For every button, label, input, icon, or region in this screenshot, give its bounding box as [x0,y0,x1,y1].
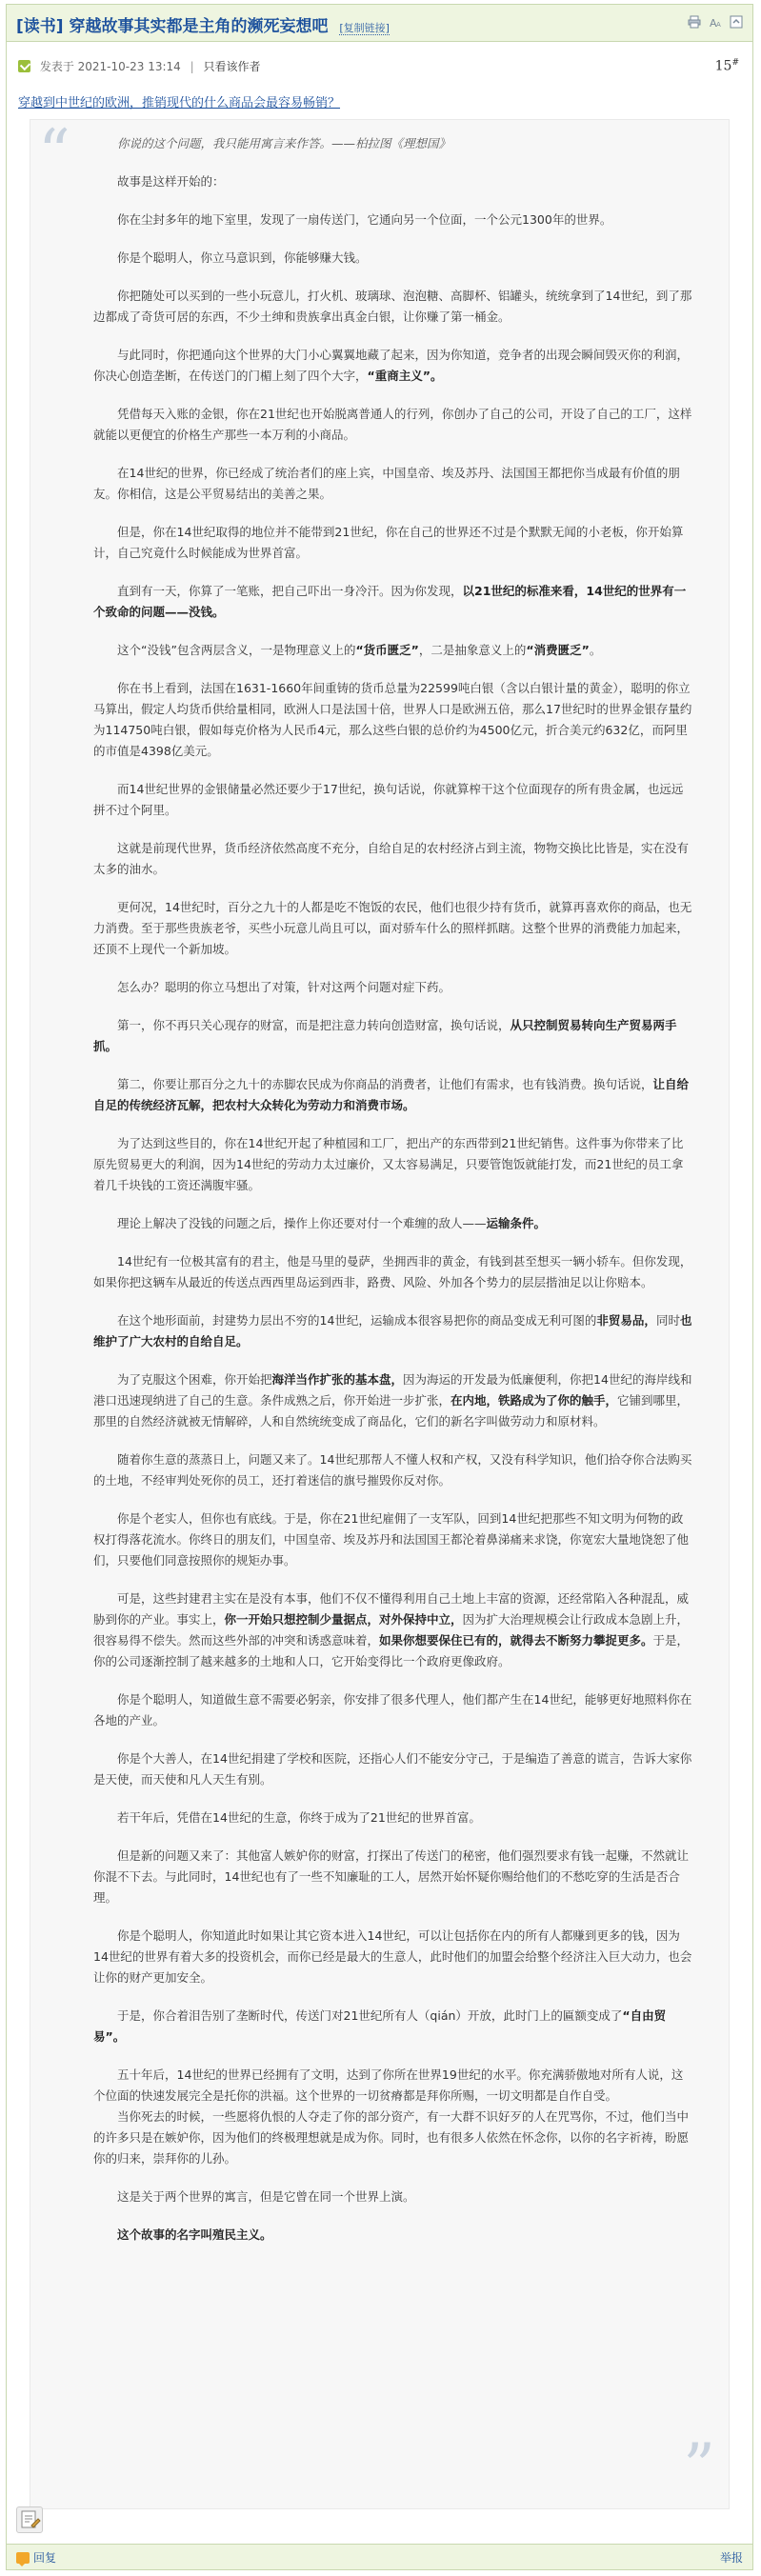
text-run: 因为海运的开发最为低廉便利，你把14世纪的海岸线和港口迅速现纳进了自己的生意。条件成熟之后，你开始进一步扩张， [93,1372,692,1408]
bold-run: 这个故事的名字叫殖民主义。 [117,2227,272,2242]
paragraph: 你是个聪明人，你立马意识到，你能够赚大钱。 [117,250,368,265]
paragraph [93,345,693,387]
text-run: 在这个地形面前，封建势力层出不穷的14世纪，运输成本很容易把你的商品变成无利可图的 [117,1313,597,1328]
paragraph: 凭借每天入账的金银，你在21世纪也开始脱离普通人的行列，你创办了自己的公司，开设了自己的工厂，这样就能以更便宜的价格生产那些一本万利的小商品。 [93,407,692,442]
post-title [16,12,390,36]
reply-button[interactable] [16,2549,56,2566]
floor-number[interactable] [715,58,739,74]
only-author-link[interactable]: 只看该作者 [203,60,261,73]
quote-block [30,116,730,2509]
reply-label: 回复 [33,2551,57,2565]
svg-text:A: A [710,17,717,29]
paragraph: 随着你生意的蒸蒸日上，问题又来了。14世纪那帮人不懂人权和产权，又没有科学知识，他们拾夺你合法购买的土地，不经审判处死你的员工，还打着迷信的旗号摧毁你反对你。 [93,1452,692,1488]
bold-run: 非贸易品， [596,1313,656,1328]
post-title-text: 穿越故事其实都是主角的濒死妄想吧 [69,17,329,36]
text-run: 于是，你的公司逐渐控制了越来越多的土地和人口，它开始变得比一个政府更像政府。 [93,1633,690,1668]
text-run: 于是，你合着泪告别了垄断时代，传送门对21世纪所有人（qián）开放，此时门上的匾额变成了 [117,2008,623,2023]
paragraph [93,2006,693,2047]
paragraph: 你在尘封多年的地下室里，发现了一扇传送门，它通向另一个位面，一个公元1300年的世界。 [117,212,612,227]
collapse-icon[interactable] [730,15,743,29]
paragraph [93,640,693,661]
paragraph [93,581,693,623]
paragraph [93,1369,693,1432]
paragraph: 当你死去的时候，一些愿将仇恨的人夺走了你的部分资产，有一大群不识好歹的人在咒骂你，不过，他们当中的许多只是在嫉妒你，因为他们的终极理想就是成为你。同时，也有很多人依然在怀念你，以你的名字祈祷，盼愿你的归来，崇拜你的儿孙。 [93,2109,690,2166]
paragraph: 你是个聪明人，知道做生意不需要必躬亲，你安排了很多代理人，他们都产生在14世纪，能够更好地照料你在各地的产业。 [93,1692,692,1727]
text-run: 可是，这些封建君主实在是没有本事，他们不仅不懂得利用自己土地上丰富的资源，还经常陷入各种混乱，威胁到你的产业。事实上， [93,1591,690,1627]
meta-separator: | [190,60,194,73]
bold-run: 海洋当作扩张的基本盘， [271,1372,404,1387]
text-run: 。 [589,643,602,657]
bold-run: “消费匮乏” [526,643,590,657]
bold-run: 让自给自足的传统经济瓦解，把农村大众转化为劳动力和消费市场。 [93,1077,690,1112]
paragraph [93,1310,693,1352]
text-run: 为了克服这个困难，你开始把 [117,1372,272,1387]
paragraph [93,1588,693,1672]
post-footer [7,2544,752,2569]
paragraph [93,1015,693,1057]
paragraph: 更何况，14世纪时，百分之九十的人都是吃不饱饭的农民，他们也很少持有货币，就算再喜欢你的商品，也无力消费。至于那些贵族老爷，买些小玩意儿尚且可以，面对骄车什么的照样抓瞎。这整个世界的消费能力加起来，还顶不上现代一个新加坡。 [93,900,692,956]
paragraph: 在14世纪的世界，你已经成了统治者们的座上宾，中国皇帝、埃及苏丹、法国国王都把你当成最有价值的朋友。你相信，这是公平贸易结出的美善之果。 [93,466,680,501]
paragraph: 你是个大善人，在14世纪捐建了学校和医院，还指心人们不能安分守己，于是编造了善意的谎言，告诉大家你是天使，而天使和凡人天生有别。 [93,1751,692,1787]
reply-icon [16,2552,30,2564]
paragraph: 故事是这样开始的： [117,174,225,189]
paragraph: 怎么办？聪明的你立马想出了对策，针对这两个问题对症下药。 [117,980,451,994]
header-icons [688,15,743,29]
paragraph: 这就是前现代世界，货币经济依然高度不充分，自给自足的农村经济占到主流，物物交换比比皆是，实在没有太多的油水。 [93,841,690,876]
paragraph: 你是个老实人，但你也有底线。于是，你在21世纪雇佣了一支军队，回到14世纪把那些不知文明为何物的政权打得落花流水。你终日的朋友们，中国皇帝、埃及苏丹和法国国王都沦着鼻涕痛来求饶，你宽宏大量地饶恕了他们，只要他们同意按照你的规矩办事。 [93,1511,690,1568]
paragraph: 但是，你在14世纪取得的地位并不能带到21世纪，你在自己的世界还不过是个默默无闻的小老板，你开始算计，自己究竟什么时候能成为世界首富。 [93,525,684,560]
post-tools-icon[interactable] [16,2506,43,2533]
epigraph: 你说的这个问题，我只能用寓言来作答。——柏拉图《理想国》 [117,136,451,150]
floor-sup: # [731,58,739,68]
post-meta [18,58,741,77]
post-body [93,133,693,2263]
close-quote-icon: ” [683,2430,715,2504]
paragraph: 你把随处可以买到的一些小玩意儿，打火机、玻璃球、泡泡糖、高脚杯、铝罐头，统统拿到了14世纪，到了那边都成了奇货可居的东西，不少土绅和贵族拿出真金白银，让你赚了第一桶金。 [93,289,692,324]
text-run: 与此同时，你把通向这个世界的大门小心翼翼地藏了起来，因为你知道，竞争者的出现会瞬间毁灭你的利润，你决心创造垄断，在传送门的门楣上刻了四个大字， [93,348,690,383]
paragraph: 为了达到这些目的，你在14世纪开起了种植园和工厂，把出产的东西带到21世纪销售。这件事为你带来了比原先贸易更大的利润，因为14世纪的劳动力太过廉价，又太容易满足，只要管饱饭就能打发，而21世纪的员工拿着几千块钱的工资还满腹牢骚。 [93,1136,684,1192]
paragraph: 14世纪有一位极其富有的君主，他是马里的曼萨，坐拥西非的黄金，有钱到甚至想买一辆小轿车。但你发现，如果你把这辆车从最近的传送点西西里岛运到西非，路费、风险、外加各个势力的层层揩油足以让你赔本。 [93,1254,692,1289]
paragraph [93,1074,693,1116]
paragraph: 你是个聪明人，你知道此时如果让其它资本进入14世纪，可以让包括你在内的所有人都赚到更多的钱，因为14世纪的世界有着大多的投资机会，而你已经是最大的生意人，此时他们的加盟会给整个经济注入巨大动力，也会让你的财产更加安全。 [93,1928,692,1985]
bold-run: “重商主义”。 [367,369,443,383]
paragraph: 这是关于两个世界的寓言，但是它曾在同一个世界上演。 [117,2189,415,2204]
bold-run: 在内地，铁路成为了你的触手， [451,1393,618,1408]
text-run: ，二是抽象意义上的 [418,643,527,657]
text-run: 它铺到哪里，那里的自然经济就被无情解碎，人和自然统统变成了商品化，它们的新名字叫做劳动力和原材料。 [93,1393,690,1428]
paragraph: 但是新的问题又来了：其他富人嫉妒你的财富，打探出了传送门的秘密，他们强烈要求有钱一起赚，不然就让你混不下去。与此同时，14世纪也有了一些不知廉耻的工人，居然开始怀疑你赐给他们的不愁吃穿的生活是否合理。 [93,1848,690,1905]
bold-run: 也维护了广大农村的自给自足。 [93,1313,692,1348]
bold-run: “货币匮乏” [355,643,419,657]
copy-link-button[interactable]: [复制链接] [339,22,390,34]
bold-run: 运输条件。 [486,1216,547,1230]
post-date: 发表于 2021-10-23 13:14 [39,60,181,73]
post-header [7,5,752,42]
paragraph-final [93,2225,693,2246]
author-online-icon [18,60,30,72]
text-run: 因为扩大治理规模会让行政成本急剧上升，很容易得不偿失。然而这些外部的冲突和诱惑意味着， [93,1612,690,1647]
floor-number-value: 15 [714,58,732,74]
post-frame [6,4,753,2570]
report-button[interactable]: 举报 [719,2551,743,2565]
text-run: 同时 [655,1313,680,1328]
paragraph: 五十年后，14世纪的世界已经拥有了文明，达到了你所在世界19世纪的水平。你充满骄傲地对所有人说，这个位面的快速发展完全是托你的洪福。这个世界的一切贫瘠都是拜你所赐，一切文明都是自作自受。 [93,2067,684,2103]
paragraph [93,1213,693,1234]
bold-run: 从只控制贸易转向生产贸易两手抓。 [93,1018,677,1053]
text-run: 第一，你不再只关心现存的财富，而是把注意力转向创造财富，换句话说， [117,1018,511,1032]
text-run: 直到有一天，你算了一笔账，把自己吓出一身冷汗。因为你发现， [117,584,463,598]
bold-run: 你一开始只想控制少量据点，对外保持中立， [224,1612,463,1627]
paragraph: 若干年后，凭借在14世纪的生意，你终于成为了21世纪的世界首富。 [117,1810,481,1825]
print-icon[interactable] [688,15,701,29]
svg-text:A: A [716,21,721,29]
paragraph: 而14世纪世界的金银储量必然还要少于17世纪，换句话说，你就算榨干这个位面现存的所有贵金属，也远远拼不过个阿里。 [93,782,684,817]
paragraph: 你在书上看到，法国在1631-1660年间重铸的货币总量为22599吨白银（含以白银计量的黄金），聪明的你立马算出，假定人均货币供给量相同，欧洲人口是法国十倍，世界人口是欧洲五倍，那么17世纪时的世界金银存量约为114750吨白银，假如每克价格为人民币4元，那么这些白银的总价约为4500亿元，折合美元约632亿，而阿里的市值是4398亿美元。 [93,681,692,758]
text-run: 理论上解决了没钱的问题之后，操作上你还要对付一个难缠的敌人—— [117,1216,487,1230]
bold-run: 以21世纪的标准来看，14世纪的世界有一个致命的问题——没钱。 [93,584,687,619]
bold-run: 如果你想要保住已有的，就得去不断努力攀捉更多。 [379,1633,653,1647]
question-link[interactable]: 穿越到中世纪的欧洲，推销现代的什么商品会最容易畅销？ [18,96,341,110]
post-tag: [读书] [16,17,64,36]
text-run: 第二，你要让那百分之九十的赤脚农民成为你商品的消费者，让他们有需求，也有钱消费。换句话说， [117,1077,653,1091]
font-size-icon[interactable] [709,15,722,29]
text-run: 这个“没钱”包含两层含义，一是物理意义上的 [117,643,356,657]
bold-run: “自由贸易”。 [93,2008,667,2044]
open-quote-icon: “ [38,116,70,190]
